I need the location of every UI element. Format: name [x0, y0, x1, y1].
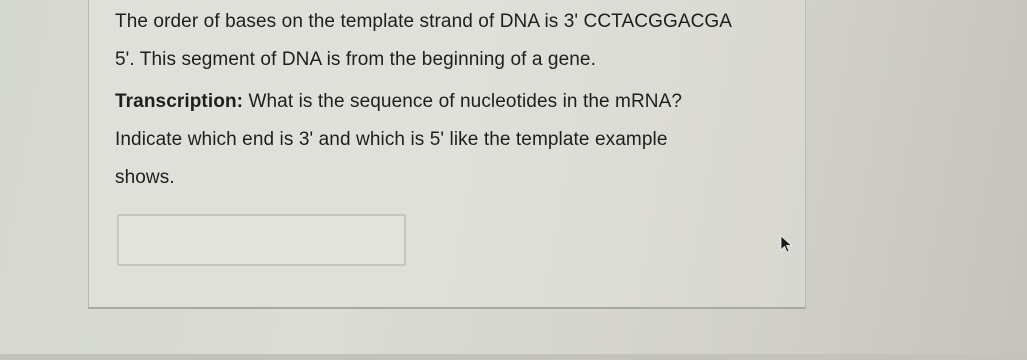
question-text: [115, 3, 795, 79]
prompt-line-1: What is the sequence of nucleotides in the mRNA?: [243, 91, 683, 112]
question-line-2: 5'. This segment of DNA is from the beginning of a gene.: [115, 49, 596, 70]
transcription-prompt: [115, 83, 795, 197]
prompt-line-2: Indicate which end is 3' and which is 5' like the template example: [115, 129, 668, 150]
transcription-label: Transcription:: [115, 91, 244, 112]
prompt-line-3: shows.: [115, 167, 175, 188]
mouse-cursor-icon: [780, 235, 794, 253]
question-line-1: The order of bases on the template strand of DNA is 3' CCTACGGACGA: [115, 11, 733, 32]
answer-input[interactable]: [117, 214, 406, 266]
screen-bottom-edge: [0, 354, 1027, 360]
